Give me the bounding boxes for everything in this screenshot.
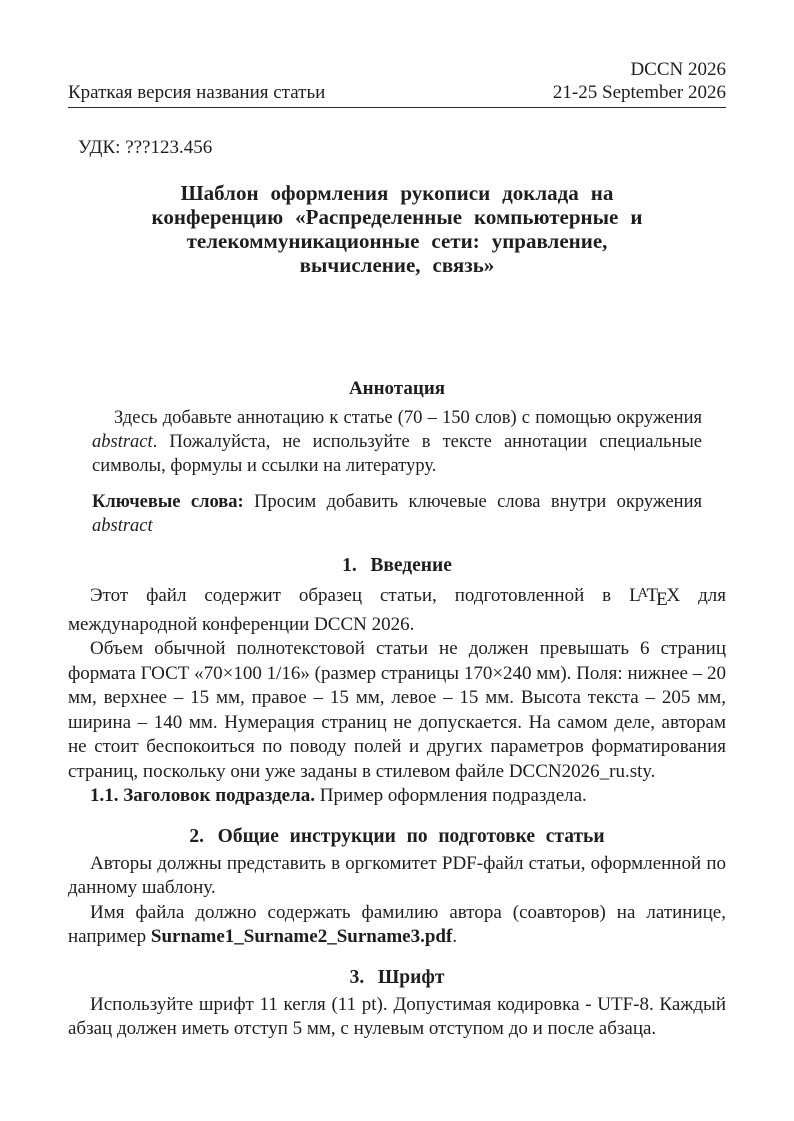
abstract-block [92,406,702,538]
article-title [117,181,677,277]
section-1-paragraph-2: Объем обычной полнотекстовой статьи не должен превышать 6 страниц формата ГОСТ «70×100 1/16» (размер страницы 170×240 мм). Поля: нижнее – 20 мм, верхнее – 15 мм, правое – 15 мм, левое – 15 мм. Высота текста – 205 мм, ширина – 140 мм. Нумерация страниц не допускается. На самом деле, авторам не стоит беспокоиться по поводу полей и других параметров форматирования страниц, поскольку они уже заданы в стилевом файле DCCN2026_ru.sty. [68,638,726,782]
keywords-text: Просим добавить ключевые слова внутри окружения [243,492,702,512]
section-2-paragraph-2 [68,901,726,950]
section-2-heading [68,825,726,848]
section-1-number: 1. [342,555,357,576]
keywords-env-term: abstract [92,516,153,536]
keywords-paragraph [92,490,702,538]
s2-p2-after: . [452,926,458,948]
subsection-1-1-text: Пример оформления подраздела. [315,785,587,807]
latex-letter-t: T [646,585,659,607]
abstract-env-term: abstract [92,432,153,452]
short-article-title: Краткая версия названия статьи [68,82,326,103]
section-1-paragraph-1 [68,581,726,637]
subsection-1-1-paragraph [68,784,726,809]
section-1-title: Введение [370,555,452,576]
latex-letter-l: L [629,585,641,607]
article-title-line: вычисление, связь» [299,253,495,277]
header-rule [68,107,726,108]
subsection-1-1-label: 1.1. Заголовок подраздела. [90,785,316,807]
article-title-line: телекоммуникационные сети: управление, [186,229,608,253]
abstract-heading: Аннотация [348,378,446,399]
header-row [68,81,726,104]
abstract-text-before: Здесь добавьте аннотацию к статье (70 – 150 слов) с помощью окружения [114,408,702,428]
section-3-heading [68,966,726,989]
latex-logo [629,585,681,611]
section-2-title: Общие инструкции по подготовке статьи [217,825,605,847]
abstract-text-after: . Пожалуйста, не используйте в тексте аннотации специальные символы, формулы и ссылки на литературу. [92,432,702,476]
conference-name: DCCN 2026 [630,59,726,80]
conference-dates: 21-25 September 2026 [552,82,726,103]
article-title-line: Шаблон оформления рукописи доклада на [180,181,614,205]
section-2-number: 2. [189,825,205,847]
latex-letter-e: E [656,589,668,611]
keywords-label: Ключевые слова: [92,492,244,512]
section-1-heading [68,554,726,577]
latex-letter-x: X [666,585,681,607]
s2-p2-before: Имя файла должно содержать фамилию автора (соавторов) на латинице, например [68,901,726,948]
section-3-paragraph-1: Используйте шрифт 11 кегля (11 pt). Допустимая кодировка - UTF-8. Каждый абзац должен иметь отступ 5 мм, с нулевым отступом до и после абзаца. [68,993,726,1040]
udk-code: УДК: ???123.456 [78,137,213,158]
s1-p1-before: Этот файл содержит образец статьи, подготовленной в [90,585,630,607]
abstract-paragraph [92,406,702,478]
section-2-paragraph-1: Авторы должны представить в оргкомитет PDF-файл статьи, оформленной по данному шаблону. [68,852,726,899]
latex-letter-a: A [637,585,648,600]
section-3-number: 3. [349,966,365,988]
running-header [68,58,726,108]
section-3-title: Шрифт [377,966,445,988]
s1-p1-after: для международной конференции DCCN 2026. [68,585,726,635]
example-filename: Surname1_Surname2_Surname3.pdf [150,926,453,948]
article-title-line: конференцию «Распределенные компьютерные и [151,205,643,229]
